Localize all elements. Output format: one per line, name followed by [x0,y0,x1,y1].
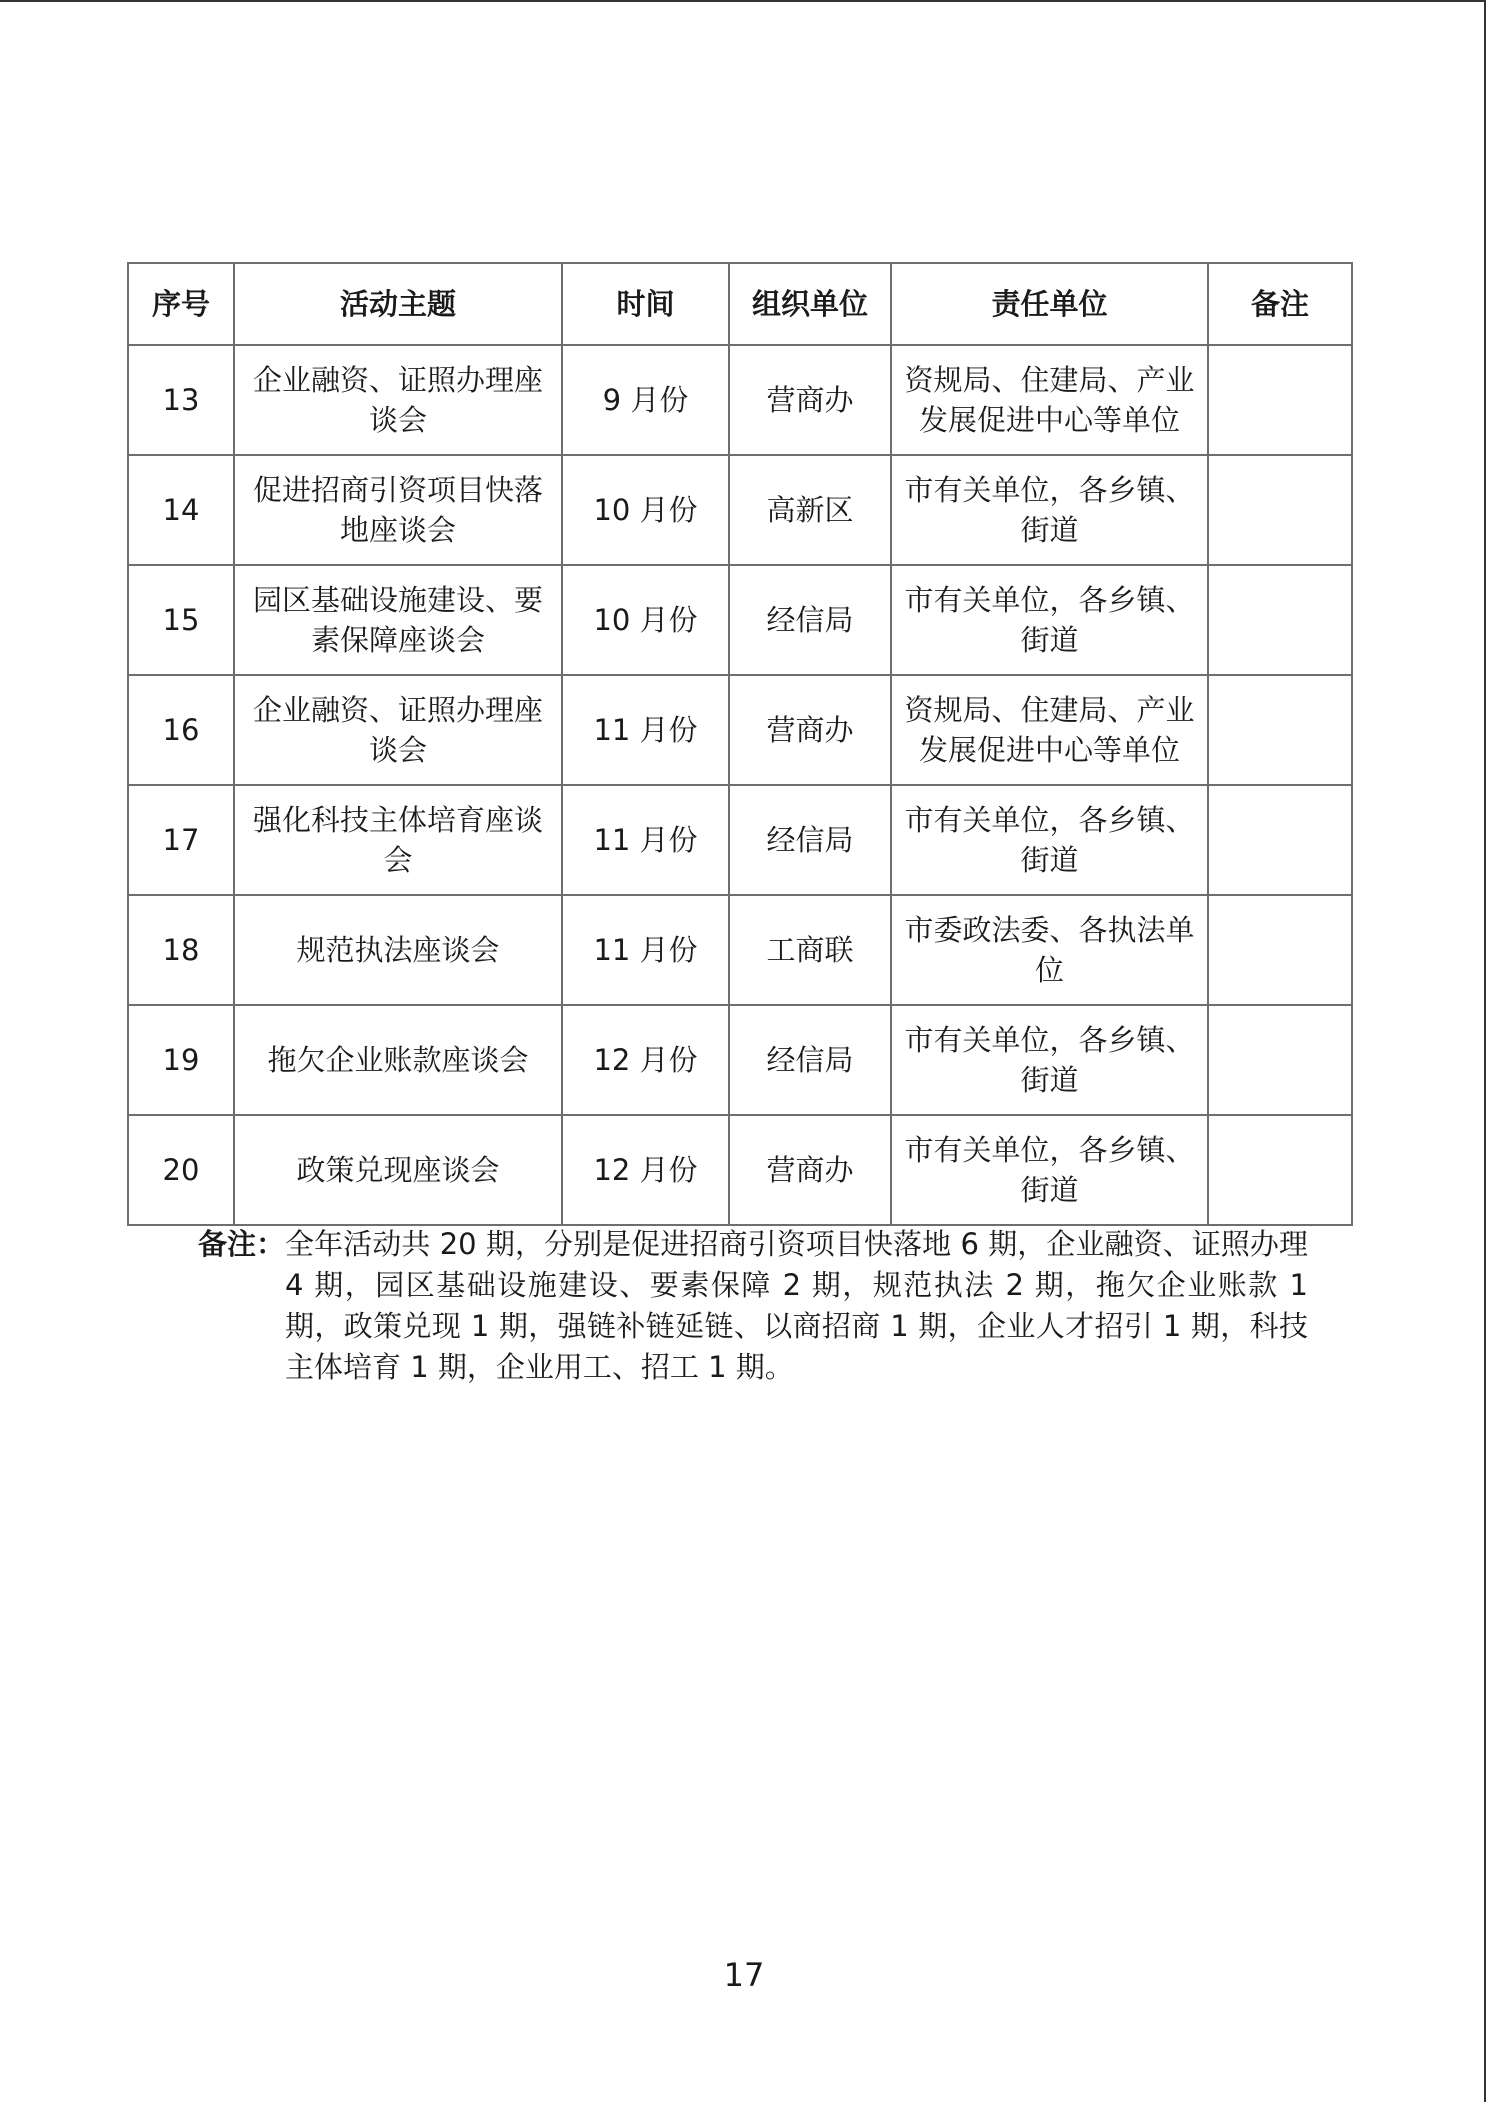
cell-organizer: 营商办 [729,345,891,455]
header-time: 时间 [562,263,729,345]
table-row [128,675,1352,785]
cell-remarks [1208,455,1352,565]
cell-responsible-units: 市有关单位，各乡镇、街道 [891,785,1208,895]
cell-time: 11 月份 [562,675,729,785]
cell-activity-topic: 园区基础设施建设、要素保障座谈会 [234,565,562,675]
cell-time: 12 月份 [562,1005,729,1115]
remarks-note-text: 全年活动共 20 期，分别是促进招商引资项目快落地 6 期，企业融资、证照办理 4 期，园区基础设施建设、要素保障 2 期，规范执法 2 期，拖欠企业账款 1 期，政策兑现 1 期，强链补链延链、以商招商 1 期，企业人才招引 1 期，科技主体培育 1 期，企业用工、招工 1 期。 [285,1227,1308,1384]
header-activity-topic: 活动主题 [234,263,562,345]
cell-responsible-units: 资规局、住建局、产业发展促进中心等单位 [891,345,1208,455]
cell-organizer: 经信局 [729,1005,891,1115]
cell-organizer: 经信局 [729,565,891,675]
cell-index: 13 [128,345,234,455]
remarks-note [198,1224,1308,1388]
cell-organizer: 工商联 [729,895,891,1005]
table-row [128,895,1352,1005]
cell-index: 15 [128,565,234,675]
cell-remarks [1208,1115,1352,1225]
cell-responsible-units: 市有关单位，各乡镇、街道 [891,1115,1208,1225]
cell-responsible-units: 市有关单位，各乡镇、街道 [891,1005,1208,1115]
cell-activity-topic: 规范执法座谈会 [234,895,562,1005]
cell-time: 10 月份 [562,455,729,565]
cell-activity-topic: 企业融资、证照办理座谈会 [234,675,562,785]
activity-table-container [127,262,1351,1226]
cell-index: 20 [128,1115,234,1225]
table-row [128,1115,1352,1225]
cell-activity-topic: 政策兑现座谈会 [234,1115,562,1225]
cell-activity-topic: 企业融资、证照办理座谈会 [234,345,562,455]
cell-index: 17 [128,785,234,895]
page-number: 17 [723,1956,765,1994]
table-row [128,345,1352,455]
table-row [128,565,1352,675]
cell-responsible-units: 市有关单位，各乡镇、街道 [891,565,1208,675]
cell-activity-topic: 促进招商引资项目快落地座谈会 [234,455,562,565]
cell-index: 14 [128,455,234,565]
cell-time: 11 月份 [562,895,729,1005]
cell-time: 11 月份 [562,785,729,895]
cell-remarks [1208,895,1352,1005]
table-row [128,785,1352,895]
cell-time: 10 月份 [562,565,729,675]
cell-activity-topic: 拖欠企业账款座谈会 [234,1005,562,1115]
header-index: 序号 [128,263,234,345]
cell-responsible-units: 市有关单位，各乡镇、街道 [891,455,1208,565]
cell-organizer: 营商办 [729,675,891,785]
cell-responsible-units: 资规局、住建局、产业发展促进中心等单位 [891,675,1208,785]
activity-table [127,262,1353,1226]
cell-index: 19 [128,1005,234,1115]
cell-remarks [1208,785,1352,895]
header-responsible-units: 责任单位 [891,263,1208,345]
cell-index: 18 [128,895,234,1005]
remarks-note-label: 备注： [198,1227,286,1261]
cell-remarks [1208,565,1352,675]
cell-activity-topic: 强化科技主体培育座谈会 [234,785,562,895]
cell-organizer: 经信局 [729,785,891,895]
cell-remarks [1208,675,1352,785]
cell-remarks [1208,345,1352,455]
table-row [128,455,1352,565]
table-header-row [128,263,1352,345]
cell-time: 9 月份 [562,345,729,455]
header-organizer: 组织单位 [729,263,891,345]
cell-remarks [1208,1005,1352,1115]
header-remarks: 备注 [1208,263,1352,345]
cell-index: 16 [128,675,234,785]
cell-time: 12 月份 [562,1115,729,1225]
cell-responsible-units: 市委政法委、各执法单位 [891,895,1208,1005]
table-row [128,1005,1352,1115]
cell-organizer: 高新区 [729,455,891,565]
cell-organizer: 营商办 [729,1115,891,1225]
